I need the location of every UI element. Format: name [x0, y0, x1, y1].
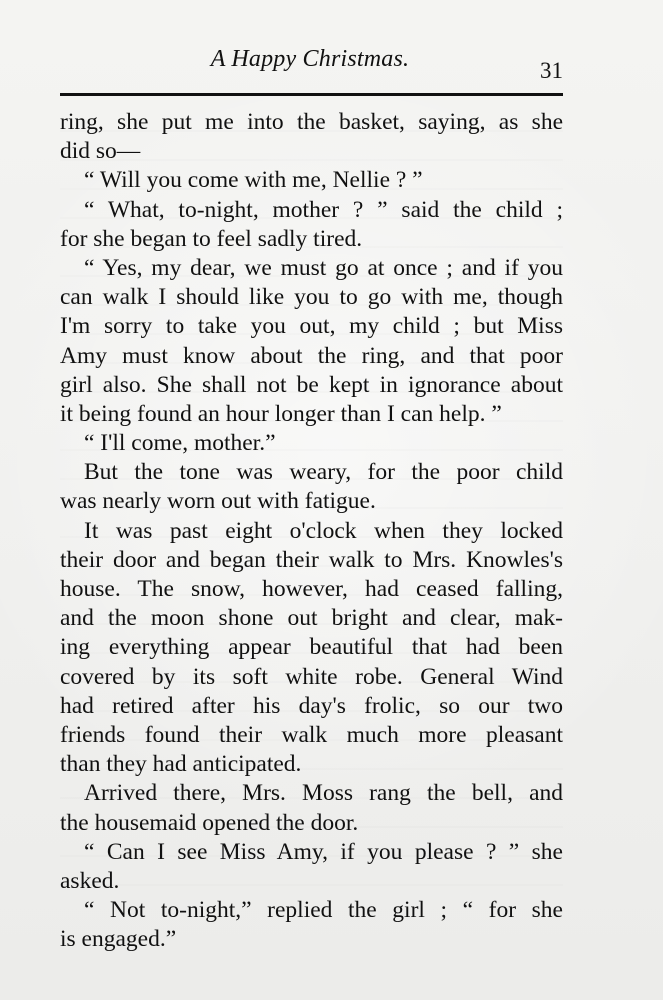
text-line: ring, she put me into the basket, saying, as she — [60, 109, 563, 135]
body-text — [60, 108, 563, 954]
text-line: But the tone was weary, for the poor child — [84, 459, 563, 486]
text-line: can walk I should like you to go with me, though — [60, 284, 563, 311]
text-line: did so— — [60, 138, 141, 165]
text-line: was nearly worn out with fatigue. — [60, 488, 376, 515]
text-line: for she began to feel sadly tired. — [60, 225, 363, 252]
text-line: “ Yes, my dear, we must go at once ; and if you — [84, 254, 563, 281]
text-line: It was past eight o'clock when they locked — [84, 517, 563, 544]
page-number: 31 — [540, 58, 563, 83]
text-line: Arrived there, Mrs. Moss rang the bell, and — [84, 780, 563, 807]
text-line: than they had anticipated. — [60, 751, 302, 778]
text-line: “ I'll come, mother.” — [84, 430, 276, 457]
text-line: girl also. She shall not be kept in ignorance about — [60, 371, 563, 398]
text-line: “ Can I see Miss Amy, if you please ? ” she — [84, 838, 563, 865]
text-line: I'm sorry to take you out, my child ; but Miss — [60, 313, 563, 340]
page-header — [60, 44, 563, 92]
text-line: the housemaid opened the door. — [60, 809, 359, 836]
header-rule — [60, 93, 563, 96]
text-line: house. The snow, however, had ceased falling, — [60, 576, 563, 602]
text-line: “ What, to-night, mother ? ” said the child ; — [84, 196, 563, 223]
text-line: had retired after his day's frolic, so our two — [60, 692, 563, 719]
text-line: their door and began their walk to Mrs. Knowles's — [60, 546, 563, 573]
text-line: is engaged.” — [60, 926, 177, 953]
text-line: covered by its soft white robe. General Wind — [60, 663, 563, 690]
text-line: Amy must know about the ring, and that poor — [60, 342, 563, 369]
running-title: A Happy Christmas. — [210, 46, 410, 72]
text-line: “ Not to-night,” replied the girl ; “ for she — [84, 897, 563, 924]
text-line: “ Will you come with me, Nellie ? ” — [84, 167, 423, 194]
text-line: it being found an hour longer than I can help. ” — [60, 400, 502, 427]
text-line: and the moon shone out bright and clear, mak- — [60, 605, 563, 632]
text-line: asked. — [60, 867, 120, 894]
text-line: friends found their walk much more pleasant — [60, 721, 563, 748]
text-line: ing everything appear beautiful that had been — [60, 634, 563, 661]
